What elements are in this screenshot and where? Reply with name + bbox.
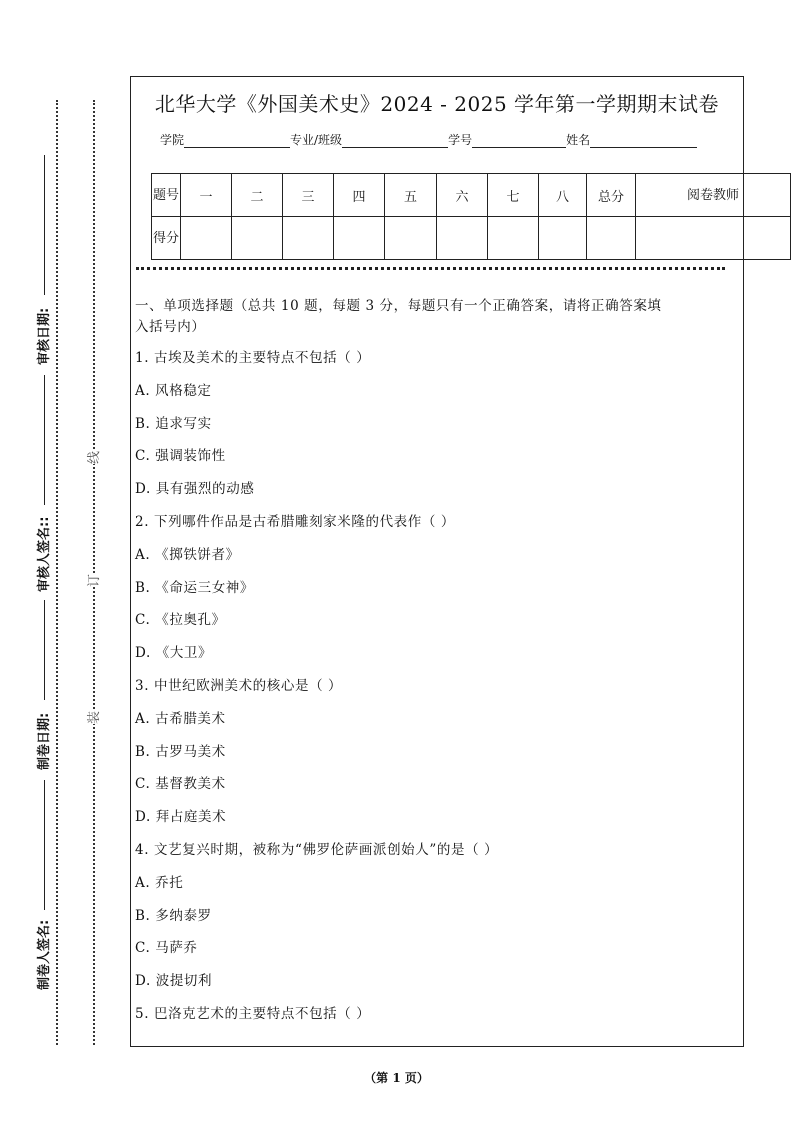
- score-cell[interactable]: [636, 217, 791, 260]
- make-date-blank: [44, 600, 45, 700]
- col-header: 六: [437, 174, 488, 217]
- student-info-row: [160, 131, 697, 148]
- review-date-blank: [44, 155, 45, 295]
- col-header: 一: [181, 174, 232, 217]
- answer-option: C. 马萨乔: [135, 940, 198, 957]
- field-label-name: 姓名: [566, 133, 591, 147]
- answer-option: B. 《命运三女神》: [135, 579, 255, 596]
- score-cell[interactable]: [385, 217, 437, 260]
- answer-option: A. 《掷铁饼者》: [135, 546, 240, 563]
- score-cell[interactable]: [334, 217, 385, 260]
- bind-mark-ding: 订: [83, 574, 102, 587]
- col-header: 七: [488, 174, 539, 217]
- col-header: 五: [385, 174, 437, 217]
- answer-option: B. 追求写实: [135, 415, 212, 432]
- binding-dotted-line-inner: [93, 100, 95, 1045]
- college-field[interactable]: [184, 133, 290, 148]
- reviewer-sign-blank: [44, 375, 45, 505]
- question-stem: 2. 下列哪件作品是古希腊雕刻家米隆的代表作（ ）: [135, 514, 455, 530]
- question-stem: 4. 文艺复兴时期，被称为“佛罗伦萨画派创始人”的是（ ）: [135, 842, 499, 858]
- make-date-label: 制卷日期:: [37, 712, 52, 770]
- score-cell[interactable]: [488, 217, 539, 260]
- col-header: 总分: [587, 174, 636, 217]
- answer-option: A. 风格稳定: [135, 382, 212, 399]
- score-cell[interactable]: [283, 217, 334, 260]
- question-stem: 5. 巴洛克艺术的主要特点不包括（ ）: [135, 1006, 371, 1022]
- col-header: 八: [539, 174, 587, 217]
- header-separator: [136, 267, 725, 270]
- question-stem: 3. 中世纪欧洲美术的核心是（ ）: [135, 678, 343, 694]
- col-header: 四: [334, 174, 385, 217]
- bind-mark-xian: 线: [83, 451, 102, 464]
- answer-option: B. 古罗马美术: [135, 743, 226, 760]
- answer-option: D. 具有强烈的动感: [135, 481, 255, 498]
- score-cell[interactable]: [587, 217, 636, 260]
- review-date-label: 审核日期:: [37, 307, 52, 365]
- score-cell[interactable]: [232, 217, 283, 260]
- reviewer-sign-label: 审核人签名::: [37, 516, 52, 592]
- field-label-student-id: 学号: [448, 133, 473, 147]
- answer-option: D. 《大卫》: [135, 645, 213, 662]
- section-heading-cont: 入括号内）: [135, 319, 206, 335]
- maker-sign-blank: [44, 780, 45, 910]
- answer-option: C. 《拉奥孔》: [135, 612, 226, 629]
- bind-mark-zhuang: 装: [83, 711, 102, 724]
- answer-option: D. 波提切利: [135, 973, 213, 990]
- section-heading: 一、单项选择题（总共 10 题，每题 3 分，每题只有一个正确答案，请将正确答案填: [135, 298, 662, 314]
- col-header: 二: [232, 174, 283, 217]
- score-table-header-row: [152, 174, 791, 217]
- score-table-score-row: [152, 217, 791, 260]
- answer-option: A. 古希腊美术: [135, 710, 226, 727]
- row-label-question-no: 题号: [152, 174, 181, 217]
- maker-sign-label: 制卷人签名:: [37, 919, 52, 990]
- score-table: [151, 173, 791, 260]
- answer-option: D. 拜占庭美术: [135, 809, 227, 826]
- page-title: 北华大学《外国美术史》2024 - 2025 学年第一学期期末试卷: [154, 92, 720, 116]
- answer-option: C. 基督教美术: [135, 776, 226, 793]
- row-label-score: 得分: [152, 217, 181, 260]
- student-id-field[interactable]: [472, 133, 566, 148]
- score-cell[interactable]: [539, 217, 587, 260]
- binding-dotted-line-outer: [56, 100, 58, 1045]
- major-class-field[interactable]: [342, 133, 448, 148]
- field-label-college: 学院: [160, 133, 185, 147]
- answer-option: C. 强调装饰性: [135, 448, 226, 465]
- col-header: 阅卷教师: [636, 174, 791, 217]
- col-header: 三: [283, 174, 334, 217]
- field-label-major-class: 专业/班级: [290, 133, 343, 147]
- score-cell[interactable]: [437, 217, 488, 260]
- page-number: （第 1 页）: [364, 1071, 429, 1085]
- answer-option: B. 多纳泰罗: [135, 907, 212, 924]
- answer-option: A. 乔托: [135, 874, 184, 891]
- score-cell[interactable]: [181, 217, 232, 260]
- name-field[interactable]: [590, 133, 697, 148]
- question-stem: 1. 古埃及美术的主要特点不包括（ ）: [135, 350, 371, 366]
